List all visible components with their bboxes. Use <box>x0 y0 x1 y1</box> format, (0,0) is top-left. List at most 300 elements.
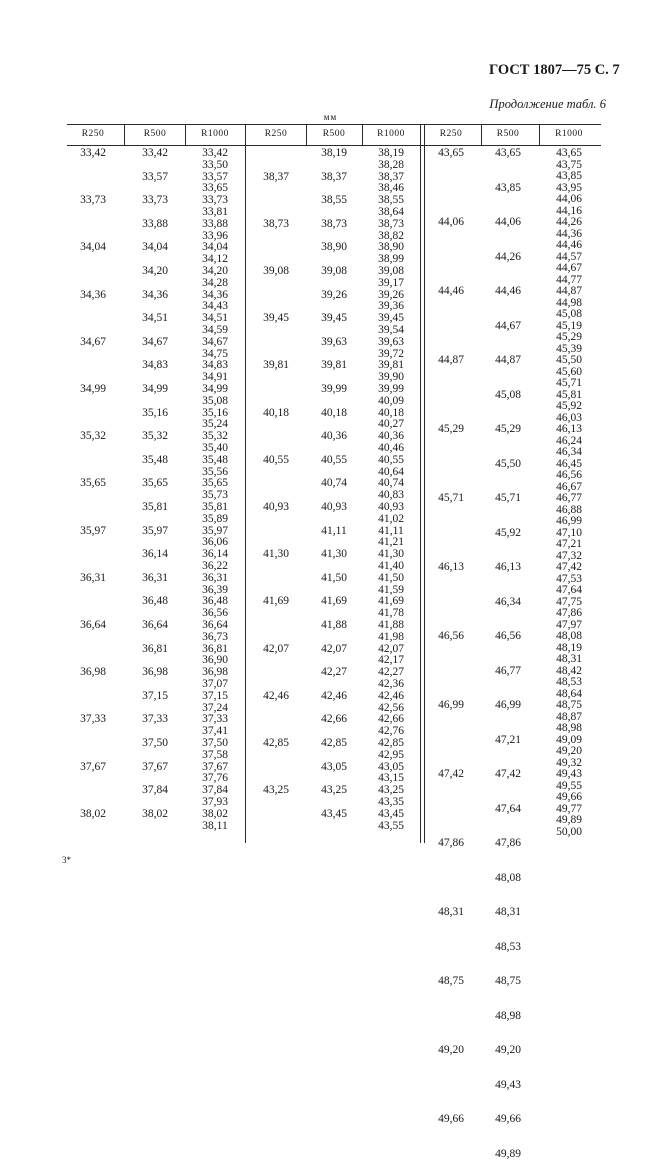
table-cell: 40,83 <box>378 489 404 502</box>
table-cell: 37,07 <box>202 678 228 690</box>
table-cell: 43,85 <box>495 181 521 194</box>
table-cell: 33,81 <box>202 206 228 218</box>
table-cell: 43,65 <box>438 147 464 159</box>
table-cell: 42,76 <box>378 725 404 738</box>
table-cell: 34,51 <box>202 312 228 325</box>
table-cell: 34,43 <box>202 300 228 313</box>
table-cell: 48,31 <box>438 906 464 918</box>
table-cell: 34,51 <box>142 312 168 325</box>
table-cell: 41,21 <box>378 536 404 549</box>
table-cell: 39,08 <box>378 265 404 277</box>
table-cell: 42,56 <box>378 701 404 714</box>
table-cell: 47,86 <box>556 607 582 619</box>
table-cell: 39,17 <box>378 276 404 289</box>
table-cell: 38,99 <box>378 253 404 266</box>
table-cell: 34,83 <box>142 359 168 372</box>
table-cell: 36,14 <box>142 548 168 561</box>
table-cell: 41,88 <box>321 619 347 631</box>
table-cell: 34,12 <box>202 253 228 266</box>
table-cell: 34,67 <box>80 335 106 348</box>
table-cell: 36,90 <box>202 654 228 667</box>
table-cell: 39,81 <box>321 359 347 372</box>
table-cell: 46,34 <box>556 446 582 458</box>
table-cell: 33,73 <box>142 194 168 207</box>
table-cell: 37,33 <box>80 713 106 726</box>
table-cell: 39,99 <box>321 383 347 395</box>
table-cell: 41,30 <box>321 548 347 561</box>
table-cell: 48,08 <box>495 871 521 884</box>
table-cell: 35,89 <box>202 512 228 525</box>
table-cell: 43,35 <box>378 796 404 808</box>
table-cell: 42,66 <box>321 713 347 726</box>
table-cell: 38,73 <box>321 217 347 230</box>
page-header-title: ГОСТ 1807—75 С. 7 <box>489 62 620 78</box>
table-cell: 41,02 <box>378 512 404 525</box>
table-cell: 45,92 <box>495 526 521 539</box>
table-cell: 36,31 <box>80 571 106 584</box>
table-cell: 33,42 <box>202 147 228 159</box>
table-cell: 41,88 <box>378 619 404 631</box>
table-cell: 39,63 <box>378 335 404 348</box>
table-cell: 40,18 <box>263 406 289 419</box>
table-cell: 38,55 <box>378 194 404 207</box>
table-cell: 42,07 <box>263 642 289 655</box>
table-cell: 49,89 <box>495 1147 521 1160</box>
table-cell: 41,11 <box>321 524 347 537</box>
table-cell: 45,60 <box>556 365 582 378</box>
table-cell: 44,46 <box>556 239 582 251</box>
table-cell: 38,11 <box>202 819 228 832</box>
table-cell: 50,00 <box>556 825 582 838</box>
table-cell: 37,41 <box>202 725 228 738</box>
table-cell: 45,50 <box>556 354 582 366</box>
table-cell: 36,56 <box>202 607 228 620</box>
table-cell: 38,19 <box>378 147 404 159</box>
table-cell: 43,25 <box>263 784 289 797</box>
table-cell: 47,53 <box>556 572 582 585</box>
table-cell: 37,58 <box>202 748 228 761</box>
table-cell: 44,77 <box>556 273 582 286</box>
table-cell: 38,19 <box>321 147 347 159</box>
header-separator <box>481 124 482 145</box>
table-cell: 48,64 <box>556 687 582 700</box>
table-cell: 48,31 <box>556 653 582 665</box>
table-cell: 47,42 <box>495 768 521 780</box>
table-cell: 38,82 <box>378 229 404 242</box>
table-cell: 40,36 <box>378 430 404 443</box>
table-cell: 49,20 <box>438 1044 464 1056</box>
column-header: R1000 <box>377 129 405 139</box>
column-header: R250 <box>81 129 105 139</box>
column-header: R1000 <box>555 129 583 139</box>
table-cell: 40,55 <box>263 453 289 466</box>
table-cell: 34,67 <box>202 335 228 348</box>
table-cell: 36,22 <box>202 560 228 572</box>
table-cell: 35,16 <box>202 406 228 419</box>
table-cell: 42,85 <box>263 737 289 749</box>
table-cell: 44,67 <box>495 319 521 332</box>
table-cell: 35,08 <box>202 394 228 407</box>
table-cell: 35,97 <box>142 524 168 537</box>
table-cell: 46,77 <box>556 492 582 504</box>
table-cell: 36,73 <box>202 630 228 643</box>
table-cell: 38,73 <box>378 217 404 230</box>
table-cell: 40,55 <box>378 453 404 466</box>
table-cell: 33,65 <box>202 182 228 195</box>
table-cell: 46,99 <box>556 515 582 527</box>
table-cell: 41,30 <box>378 548 404 561</box>
table-cell: 33,88 <box>142 217 168 230</box>
table-cell: 39,63 <box>321 335 347 348</box>
table-cell: 48,75 <box>495 975 521 987</box>
header-separator <box>185 124 186 145</box>
table-cell: 34,75 <box>202 347 228 360</box>
table-cell: 47,64 <box>495 802 521 815</box>
table-cell: 36,14 <box>202 548 228 561</box>
table-cell: 44,57 <box>556 250 582 263</box>
table-cell: 44,46 <box>495 285 521 297</box>
table-cell: 40,64 <box>378 465 404 478</box>
group-divider-double-a <box>420 124 421 843</box>
table-cell: 35,24 <box>202 418 228 431</box>
table-cell: 38,64 <box>378 206 404 218</box>
table-cell: 42,36 <box>378 678 404 690</box>
table-cell: 42,17 <box>378 654 404 667</box>
table-cell: 39,81 <box>263 359 289 372</box>
table-cell: 33,73 <box>80 194 106 207</box>
table-cell: 34,04 <box>80 241 106 254</box>
table-cell: 41,50 <box>378 571 404 584</box>
table-cell: 42,46 <box>321 689 347 702</box>
table-cell: 46,99 <box>495 699 521 711</box>
table-cell: 38,37 <box>378 170 404 183</box>
table-cell: 40,09 <box>378 394 404 407</box>
table-cell: 41,78 <box>378 607 404 620</box>
table-cell: 44,16 <box>556 204 582 217</box>
table-cell: 43,95 <box>556 181 582 194</box>
table-cell: 49,43 <box>495 1078 521 1091</box>
table-cell: 37,24 <box>202 701 228 714</box>
table-cell: 41,50 <box>321 571 347 584</box>
table-cell: 43,05 <box>321 760 347 773</box>
table-cell: 34,83 <box>202 359 228 372</box>
table-cell: 35,73 <box>202 489 228 502</box>
table-cell: 33,96 <box>202 229 228 242</box>
table-cell: 37,67 <box>142 760 168 773</box>
table-cell: 37,67 <box>80 760 106 773</box>
table-cell: 46,67 <box>556 480 582 493</box>
table-cell: 43,55 <box>378 819 404 832</box>
table-cell: 48,98 <box>495 1009 521 1022</box>
table-cell: 39,08 <box>263 265 289 277</box>
table-cell: 43,45 <box>321 807 347 820</box>
table-cell: 34,20 <box>142 265 168 277</box>
table-cell: 40,93 <box>263 501 289 513</box>
table-cell: 47,21 <box>495 733 521 746</box>
table-cell: 41,69 <box>321 595 347 608</box>
table-cell: 36,81 <box>142 642 168 655</box>
table-cell: 36,48 <box>142 595 168 608</box>
table-header-rule <box>67 145 601 146</box>
table-cell: 42,46 <box>263 689 289 702</box>
table-cell: 46,13 <box>495 561 521 573</box>
table-cell: 44,36 <box>556 227 582 240</box>
table-cell: 41,40 <box>378 560 404 572</box>
table-cell: 45,50 <box>495 457 521 470</box>
table-cell: 39,26 <box>378 288 404 301</box>
table-cell: 35,56 <box>202 465 228 478</box>
table-cell: 49,20 <box>495 1044 521 1056</box>
table-cell: 33,73 <box>202 194 228 207</box>
table-cell: 38,02 <box>202 807 228 820</box>
table-cell: 42,07 <box>378 642 404 655</box>
table-cell: 37,15 <box>202 689 228 702</box>
table-cell: 49,66 <box>556 791 582 803</box>
table-cell: 49,55 <box>556 779 582 792</box>
table-cell: 38,73 <box>263 217 289 230</box>
table-cell: 38,55 <box>321 194 347 207</box>
table-cell: 38,90 <box>378 241 404 254</box>
table-cell: 40,27 <box>378 418 404 431</box>
table-cell: 44,46 <box>438 285 464 297</box>
table-cell: 46,56 <box>438 630 464 642</box>
table-cell: 48,98 <box>556 722 582 734</box>
table-cell: 35,81 <box>142 501 168 513</box>
table-cell: 49,32 <box>556 756 582 769</box>
table-cell: 34,04 <box>142 241 168 254</box>
table-cell: 44,06 <box>495 216 521 228</box>
table-cell: 35,97 <box>80 524 106 537</box>
table-cell: 44,87 <box>438 354 464 366</box>
column-header: R1000 <box>201 129 229 139</box>
table-cell: 46,13 <box>438 561 464 573</box>
table-cell: 40,93 <box>321 501 347 513</box>
table-cell: 46,45 <box>556 457 582 470</box>
table-cell: 38,90 <box>321 241 347 254</box>
table-cell: 44,67 <box>556 262 582 274</box>
table-cell: 36,64 <box>142 619 168 631</box>
table-continuation-caption: Продолжение табл. 6 <box>489 97 606 111</box>
column-header: R250 <box>264 129 288 139</box>
table-cell: 43,25 <box>321 784 347 797</box>
table-cell: 49,43 <box>556 768 582 780</box>
table-cell: 44,06 <box>556 193 582 205</box>
table-cell: 45,71 <box>556 377 582 389</box>
table-cell: 34,91 <box>202 371 228 384</box>
table-cell: 33,57 <box>202 170 228 183</box>
table-cell: 35,32 <box>80 430 106 443</box>
table-cell: 34,99 <box>202 383 228 395</box>
table-cell: 36,98 <box>142 666 168 679</box>
table-cell: 44,26 <box>556 216 582 228</box>
table-cell: 35,48 <box>142 453 168 466</box>
column-header: R500 <box>322 129 346 139</box>
table-cell: 44,06 <box>438 216 464 228</box>
table-cell: 42,85 <box>321 737 347 749</box>
table-cell: 36,39 <box>202 583 228 596</box>
table-cell: 39,45 <box>263 312 289 325</box>
table-cell: 35,40 <box>202 442 228 454</box>
table-cell: 36,48 <box>202 595 228 608</box>
table-cell: 39,81 <box>378 359 404 372</box>
table-cell: 46,99 <box>438 699 464 711</box>
table-cell: 36,81 <box>202 642 228 655</box>
table-cell: 34,36 <box>80 288 106 301</box>
table-cell: 46,03 <box>556 411 582 424</box>
table-cell: 46,56 <box>495 630 521 642</box>
table-cell: 38,46 <box>378 182 404 195</box>
table-cell: 40,36 <box>321 430 347 443</box>
table-cell: 40,93 <box>378 501 404 513</box>
table-cell: 43,15 <box>378 772 404 785</box>
table-cell: 40,74 <box>321 477 347 490</box>
table-top-rule <box>67 124 601 125</box>
table-cell: 39,08 <box>321 265 347 277</box>
table-cell: 45,19 <box>556 319 582 332</box>
table-cell: 39,36 <box>378 300 404 313</box>
table-cell: 44,98 <box>556 296 582 309</box>
table-cell: 39,54 <box>378 324 404 336</box>
table-cell: 37,33 <box>142 713 168 726</box>
table-cell: 41,11 <box>378 524 404 537</box>
table-cell: 39,45 <box>378 312 404 325</box>
table-cell: 46,13 <box>556 423 582 435</box>
table-cell: 37,76 <box>202 772 228 785</box>
table-cell: 39,26 <box>321 288 347 301</box>
table-cell: 34,28 <box>202 276 228 289</box>
table-cell: 47,42 <box>556 561 582 573</box>
table-cell: 47,64 <box>556 584 582 596</box>
table-cell: 37,93 <box>202 796 228 808</box>
table-cell: 38,02 <box>142 807 168 820</box>
table-cell: 36,31 <box>202 571 228 584</box>
table-cell: 45,71 <box>495 492 521 504</box>
table-cell: 45,92 <box>556 400 582 412</box>
table-cell: 46,34 <box>495 595 521 608</box>
table-cell: 36,64 <box>202 619 228 631</box>
table-cell: 44,87 <box>495 354 521 366</box>
table-cell: 39,45 <box>321 312 347 325</box>
table-cell: 37,67 <box>202 760 228 773</box>
table-cell: 38,02 <box>80 807 106 820</box>
table-cell: 33,88 <box>202 217 228 230</box>
table-cell: 36,64 <box>80 619 106 631</box>
table-cell: 37,15 <box>142 689 168 702</box>
table-cell: 45,29 <box>495 423 521 435</box>
header-separator <box>306 124 307 145</box>
table-cell: 48,31 <box>495 906 521 918</box>
table-cell: 41,98 <box>378 630 404 643</box>
table-cell: 42,95 <box>378 748 404 761</box>
table-cell: 35,65 <box>80 477 106 490</box>
table-cell: 49,89 <box>556 814 582 826</box>
table-cell: 46,88 <box>556 503 582 516</box>
table-cell: 37,50 <box>142 737 168 749</box>
table-cell: 37,84 <box>202 784 228 797</box>
table-cell: 36,31 <box>142 571 168 584</box>
table-cell: 35,65 <box>142 477 168 490</box>
group-divider-double-b <box>424 124 425 843</box>
column-header: R500 <box>143 129 167 139</box>
table-cell: 39,90 <box>378 371 404 384</box>
table-cell: 45,81 <box>556 388 582 401</box>
table-cell: 48,75 <box>438 975 464 987</box>
table-cell: 42,27 <box>378 666 404 679</box>
table-cell: 47,97 <box>556 618 582 631</box>
table-cell: 41,59 <box>378 583 404 596</box>
column-header: R500 <box>496 129 520 139</box>
table-cell: 42,66 <box>378 713 404 726</box>
table-cell: 49,66 <box>495 1113 521 1125</box>
table-cell: 39,99 <box>378 383 404 395</box>
table-cell: 38,28 <box>378 158 404 171</box>
table-cell: 45,71 <box>438 492 464 504</box>
table-cell: 48,19 <box>556 641 582 654</box>
table-cell: 40,46 <box>378 442 404 454</box>
table-cell: 43,25 <box>378 784 404 797</box>
table-cell: 49,66 <box>438 1113 464 1125</box>
table-cell: 40,55 <box>321 453 347 466</box>
table-cell: 36,98 <box>80 666 106 679</box>
table-cell: 40,18 <box>321 406 347 419</box>
table-cell: 43,65 <box>556 147 582 159</box>
table-cell: 34,99 <box>142 383 168 395</box>
table-cell: 35,81 <box>202 501 228 513</box>
table-cell: 34,67 <box>142 335 168 348</box>
table-cell: 34,04 <box>202 241 228 254</box>
page-footnote: 3* <box>62 855 71 865</box>
table-cell: 43,85 <box>556 170 582 182</box>
table-cell: 35,32 <box>142 430 168 443</box>
header-separator <box>362 124 363 145</box>
table-cell: 42,46 <box>378 689 404 702</box>
table-cell: 33,42 <box>142 147 168 159</box>
table-cell: 38,37 <box>321 170 347 183</box>
table-cell: 46,24 <box>556 434 582 447</box>
column-header: R250 <box>439 129 463 139</box>
table-cell: 45,29 <box>556 331 582 343</box>
table-cell: 45,39 <box>556 342 582 355</box>
table-cell: 43,65 <box>495 147 521 159</box>
table-cell: 44,26 <box>495 250 521 263</box>
table-cell: 46,77 <box>495 664 521 677</box>
table-cell: 48,53 <box>495 940 521 953</box>
table-cell: 35,65 <box>202 477 228 490</box>
table-cell: 33,50 <box>202 158 228 171</box>
table-cell: 49,20 <box>556 745 582 757</box>
table-cell: 48,08 <box>556 630 582 642</box>
table-cell: 45,29 <box>438 423 464 435</box>
table-cell: 42,85 <box>378 737 404 749</box>
table-cell: 33,42 <box>80 147 106 159</box>
table-cell: 44,87 <box>556 285 582 297</box>
table-cell: 33,57 <box>142 170 168 183</box>
table-cell: 43,45 <box>378 807 404 820</box>
table-cell: 37,33 <box>202 713 228 726</box>
table-cell: 47,21 <box>556 538 582 550</box>
table-cell: 47,75 <box>556 595 582 608</box>
header-separator <box>124 124 125 145</box>
table-cell: 49,09 <box>556 733 582 746</box>
table-cell: 43,75 <box>556 158 582 171</box>
table-cell: 46,56 <box>556 469 582 481</box>
table-cell: 49,77 <box>556 802 582 815</box>
table-cell: 36,98 <box>202 666 228 679</box>
table-cell: 48,42 <box>556 664 582 677</box>
table-cell: 34,59 <box>202 324 228 336</box>
table-cell: 35,97 <box>202 524 228 537</box>
table-cell: 45,08 <box>495 388 521 401</box>
